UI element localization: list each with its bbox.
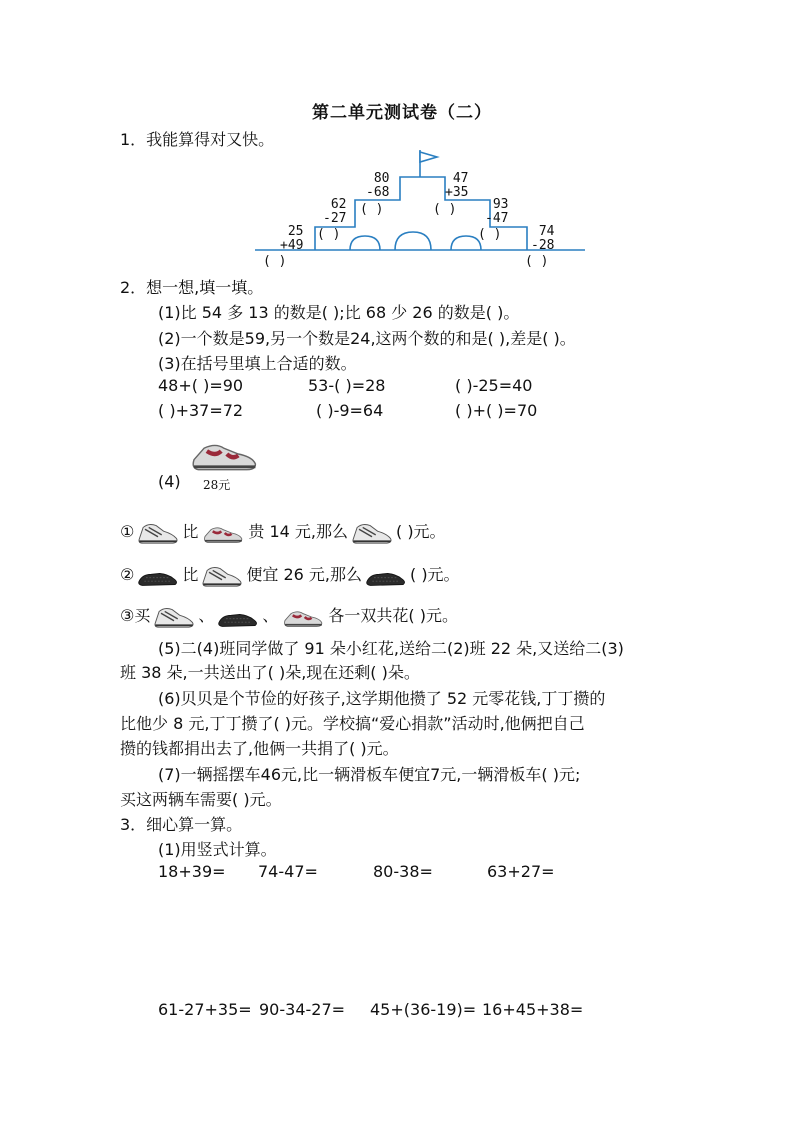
q2-eq-r1-b: 53-( )=28 (308, 376, 386, 395)
q3-r2-d: 16+45+38= (482, 1000, 584, 1019)
q1-problem-6 (531, 225, 554, 253)
red-sneaker-icon (198, 521, 248, 545)
q1-problem-1 (280, 225, 303, 253)
red-sneaker-image (182, 434, 266, 474)
q2-c3-row (120, 603, 458, 630)
q2-c2-row (120, 562, 460, 589)
q1-p3-answer[interactable]: ( ) (360, 202, 384, 217)
q1-p4-answer[interactable]: ( ) (433, 202, 457, 217)
black-shoe-icon (134, 564, 182, 588)
q3-r1-d: 63+27= (487, 862, 555, 881)
q2-p6-a: (6)贝贝是个节俭的好孩子,这学期他攒了 52 元零花钱,丁丁攒的 (158, 689, 606, 708)
q2-eq-r2-a: ( )+37=72 (158, 401, 244, 420)
q2-p6-c: 攒的钱都捐出去了,他俩一共捐了( )元。 (120, 739, 399, 758)
q2-c2-t3: ( )元。 (409, 565, 460, 584)
q1-p4-top: 47 (452, 171, 469, 186)
q2-c2-t2: 便宜 26 元,那么 (246, 565, 362, 584)
q2-c3-sep1: 、 (198, 606, 215, 625)
q1-p3-top: 80 (373, 171, 390, 186)
q2-c2-num: ② (120, 565, 135, 584)
q3-heading: 3．细心算一算。 (120, 815, 243, 834)
q1-p5-bottom: -47 (485, 211, 509, 226)
q2-eq-r2-c: ( )+( )=70 (455, 401, 538, 420)
q1-problem-3 (366, 172, 389, 200)
q2-p4-label: (4) (158, 472, 181, 491)
q2-eq-r2-b: ( )-9=64 (316, 401, 384, 420)
q2-p7-a: (7)一辆摇摆车46元,比一辆滑板车便宜7元,一辆滑板车( )元; (158, 765, 581, 784)
q2-c1-row (120, 519, 446, 546)
q1-p2-bottom: -27 (323, 211, 347, 226)
q2-heading: 2．想一想,填一填。 (120, 278, 264, 297)
q1-p3-bottom: -68 (366, 185, 390, 200)
q1-p6-bottom: -28 (531, 238, 555, 253)
q1-problem-4 (445, 172, 468, 200)
q1-p5-top: 93 (492, 197, 509, 212)
q2-c3-sep2: 、 (262, 606, 279, 625)
q2-c1-t3: ( )元。 (395, 522, 446, 541)
grey-shoe-icon (348, 520, 396, 546)
q2-c1-num: ① (120, 522, 135, 541)
q2-eq-r1-a: 48+( )=90 (158, 376, 244, 395)
price-tag: 28元 (203, 478, 231, 492)
q1-p1-bottom: +49 (280, 238, 304, 253)
q3-r1-c: 80-38= (373, 862, 433, 881)
q2-c3-num: ③ (120, 606, 135, 625)
grey-shoe-icon (150, 604, 198, 630)
page-title: 第二单元测试卷（二） (312, 103, 492, 123)
q2-p7-b: 买这两辆车需要( )元。 (120, 790, 282, 809)
q2-line3: (3)在括号里填上合适的数。 (158, 354, 357, 373)
q1-p1-answer[interactable]: ( ) (263, 254, 287, 269)
q2-c3-t2: 各一双共花( )元。 (328, 606, 458, 625)
black-shoe-icon (214, 605, 262, 629)
q1-p5-answer[interactable]: ( ) (478, 227, 502, 242)
q3-r2-c: 45+(36-19)= (370, 1000, 477, 1019)
q1-p4-bottom: +35 (445, 185, 469, 200)
q3-r2-a: 61-27+35= (158, 1000, 252, 1019)
q2-c1-t2: 贵 14 元,那么 (248, 522, 348, 541)
q2-line2: (2)一个数是59,另一个数是24,这两个数的和是( ),差是( )。 (158, 329, 576, 348)
q3-r1-b: 74-47= (258, 862, 318, 881)
q2-line1: (1)比 54 多 13 的数是( );比 68 少 26 的数是( )。 (158, 303, 520, 322)
q3-sub: (1)用竖式计算。 (158, 840, 277, 859)
q1-p2-top: 62 (330, 197, 347, 212)
grey-shoe-icon (134, 520, 182, 546)
q2-eq-r1-c: ( )-25=40 (455, 376, 533, 395)
q3-r1-a: 18+39= (158, 862, 226, 881)
q1-heading: 1．我能算得对又快。 (120, 130, 275, 149)
q1-problem-2 (323, 198, 346, 226)
q1-p1-top: 25 (287, 224, 304, 239)
q3-r2-b: 90-34-27= (259, 1000, 346, 1019)
q1-problem-5 (485, 198, 508, 226)
q2-p5-a: (5)二(4)班同学做了 91 朵小红花,送给二(2)班 22 朵,又送给二(3) (158, 639, 624, 658)
q1-p2-answer[interactable]: ( ) (317, 227, 341, 242)
q1-p6-answer[interactable]: ( ) (525, 254, 549, 269)
grey-shoe-icon (198, 563, 246, 589)
q2-c1-t1: 比 (182, 522, 199, 541)
q2-p5-b: 班 38 朵,一共送出了( )朵,现在还剩( )朵。 (120, 663, 420, 682)
q2-c2-t1: 比 (182, 565, 199, 584)
q2-p6-b: 比他少 8 元,丁丁攒了( )元。学校搞“爱心捐款”活动时,他俩把自己 (120, 714, 585, 733)
black-shoe-icon (362, 564, 410, 588)
q2-c3-t1: 买 (134, 606, 151, 625)
red-sneaker-icon (278, 605, 328, 629)
q1-p6-top: 74 (538, 224, 555, 239)
